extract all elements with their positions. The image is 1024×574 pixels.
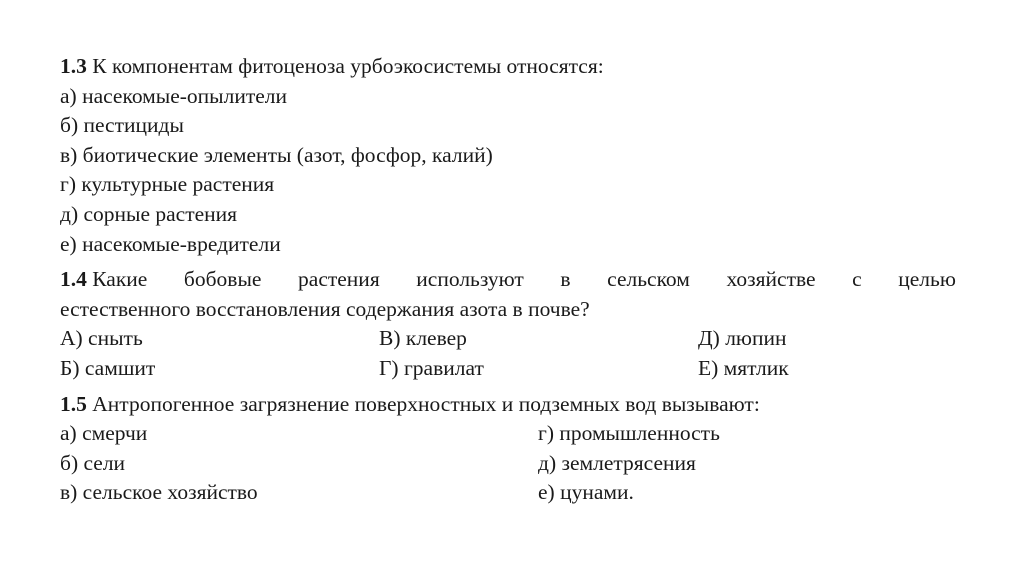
answer-options-row [60, 419, 956, 449]
question-number: 1.5 [60, 391, 87, 416]
answer-option-b: б) сели [60, 450, 126, 475]
question-word: с [852, 267, 862, 292]
answer-option-A: А) сныть [60, 326, 143, 351]
question-word: хозяйстве [726, 267, 816, 292]
question-word: Какие [92, 267, 148, 292]
question-text: К компонентам фитоценоза урбоэкосистемы относятся: [92, 54, 604, 78]
question-word: растения [298, 267, 380, 292]
answer-option-v: в) биотические элементы (азот, фосфор, калий) [60, 142, 493, 167]
answer-option-E: Е) мятлик [698, 355, 789, 380]
answer-option-a: а) насекомые-опылители [60, 83, 288, 108]
answer-option-d: д) землетрясения [538, 450, 696, 475]
question-1-5-header [60, 390, 956, 420]
answer-option-d: д) сорные растения [60, 201, 238, 226]
question-text-continued: естественного восстановления содержания азота в почве? [60, 296, 590, 321]
question-number: 1.4 [60, 267, 87, 292]
answer-options-row [60, 478, 956, 508]
answer-option-D: Д) люпин [698, 326, 787, 351]
answer-option-e: е) цунами. [538, 480, 634, 505]
answer-options-row [60, 449, 956, 479]
answer-option-e: е) насекомые-вредители [60, 231, 281, 256]
question-word: целью [898, 267, 956, 292]
question-1-4 [60, 265, 956, 383]
question-1-3 [60, 52, 956, 259]
question-1-3-header [60, 52, 956, 82]
answer-option-g: г) культурные растения [60, 172, 275, 197]
question-1-5 [60, 390, 956, 508]
question-number: 1.3 [60, 54, 87, 78]
question-text: Антропогенное загрязнение поверхностных и подземных вод вызывают: [92, 391, 760, 416]
answer-options-row [60, 354, 956, 384]
answer-option-b: б) пестициды [60, 113, 184, 138]
question-1-4-header [60, 265, 956, 295]
question-word: в [560, 267, 571, 292]
answer-options-row [60, 324, 956, 354]
answer-option-G: Г) гравилат [379, 355, 484, 380]
answer-option-v: в) сельское хозяйство [60, 480, 258, 505]
question-word: бобовые [183, 267, 262, 292]
question-word: используют [416, 267, 524, 292]
answer-option-a: а) смерчи [60, 421, 148, 446]
answer-option-B: Б) самшит [60, 355, 156, 380]
test-document [60, 52, 956, 508]
answer-option-V: В) клевер [379, 326, 467, 351]
answer-option-g: г) промышленность [538, 421, 720, 446]
question-word: сельском [607, 267, 690, 292]
